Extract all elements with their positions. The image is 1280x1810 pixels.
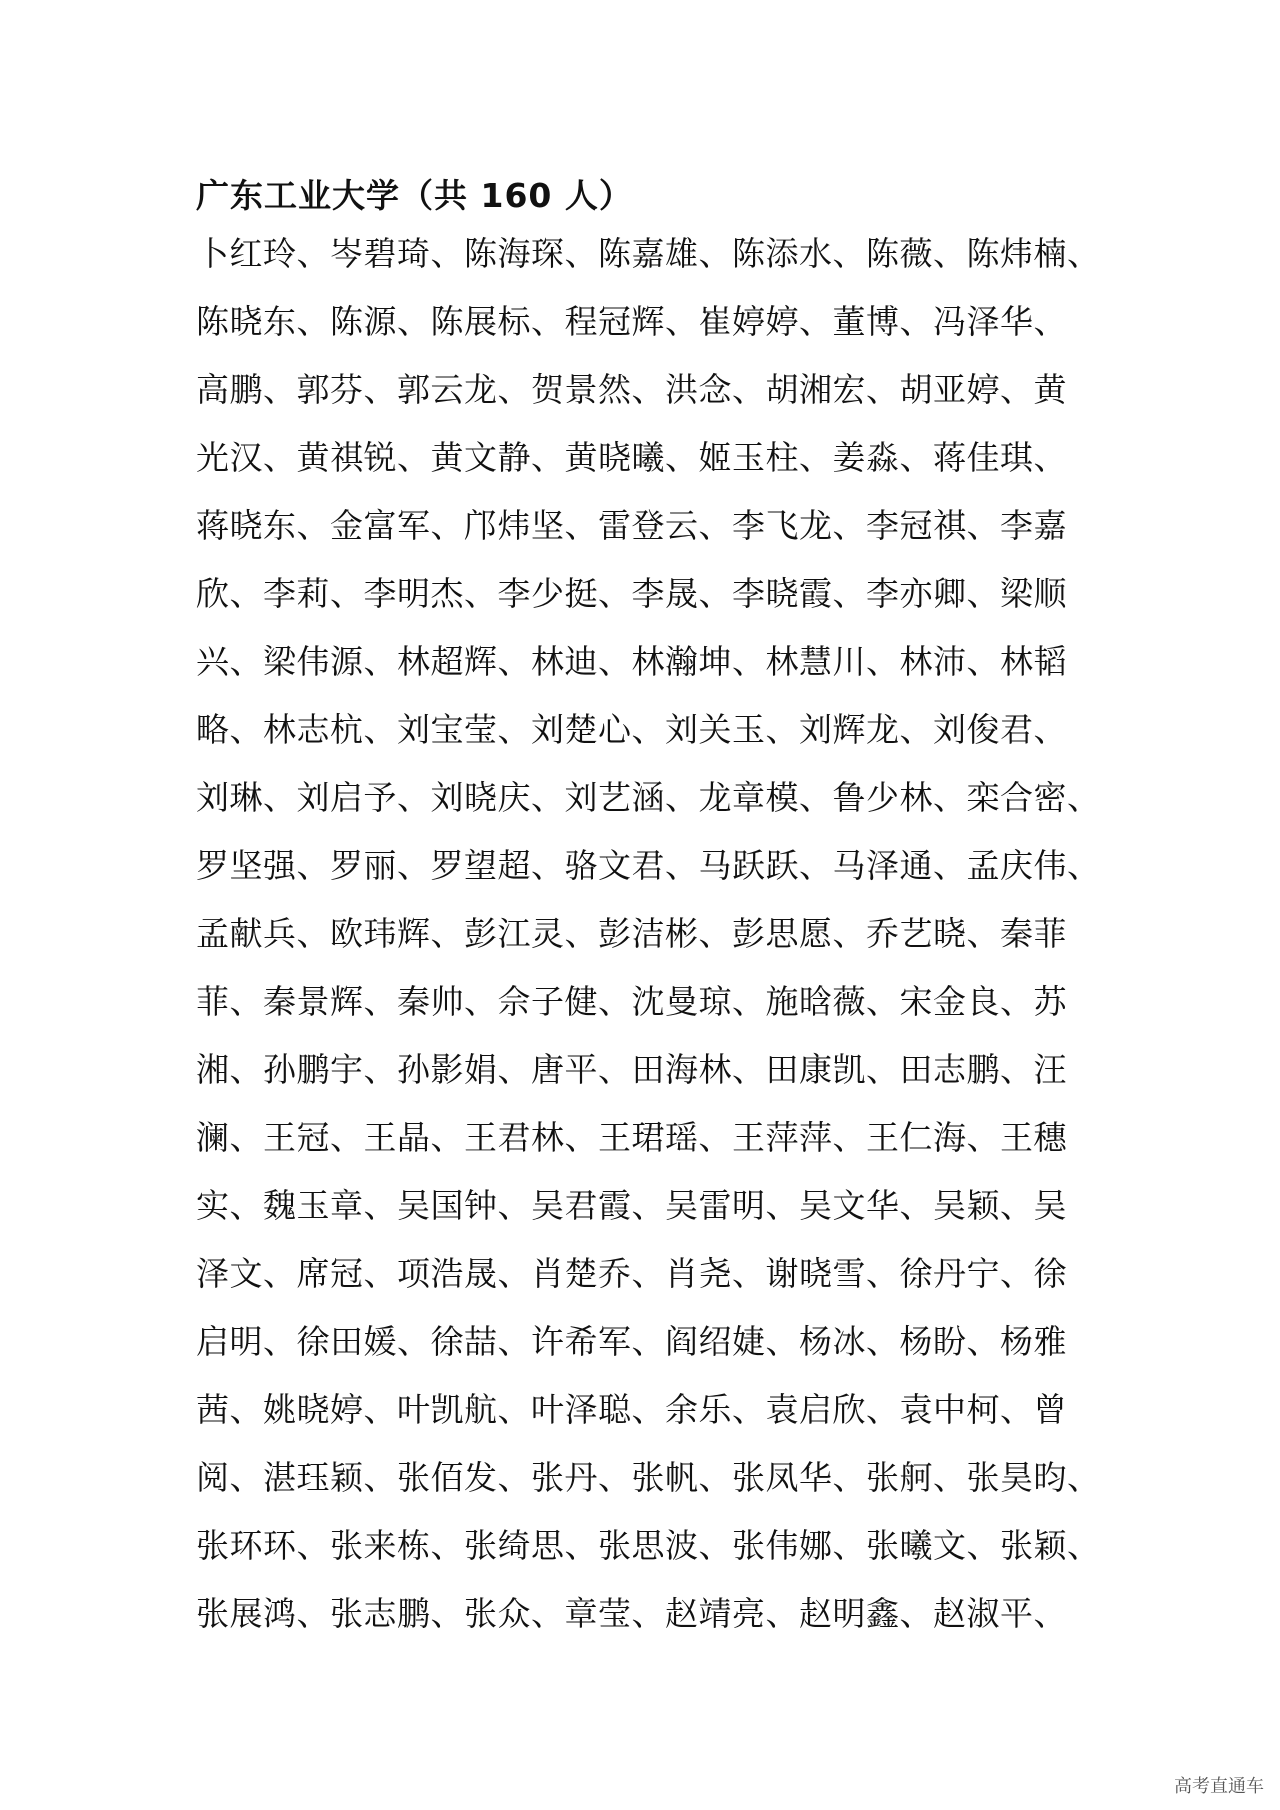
name-line: 略、林志杭、刘宝莹、刘楚心、刘关玉、刘辉龙、刘俊君、: [196, 710, 1067, 749]
name-line: 张展鸿、张志鹏、张众、章莹、赵靖亮、赵明鑫、赵淑平、: [196, 1594, 1067, 1633]
name-line: 阅、湛珏颖、张佰发、张丹、张帆、张凤华、张舸、张昊昀、: [196, 1458, 1101, 1497]
name-line: 澜、王冠、王晶、王君林、王珺瑶、王萍萍、王仁海、王穗: [196, 1118, 1067, 1157]
name-line: 光汉、黄祺锐、黄文静、黄晓曦、姬玉柱、姜淼、蒋佳琪、: [196, 438, 1067, 477]
document-title: 广东工业大学（共 160 人）: [196, 176, 633, 215]
name-line: 孟献兵、欧玮辉、彭江灵、彭洁彬、彭思愿、乔艺晓、秦菲: [196, 914, 1067, 953]
name-line: 湘、孙鹏宇、孙影娟、唐平、田海林、田康凯、田志鹏、汪: [196, 1050, 1067, 1089]
name-line: 菲、秦景辉、秦帅、佘子健、沈曼琼、施晗薇、宋金良、苏: [196, 982, 1067, 1021]
name-line: 陈晓东、陈源、陈展标、程冠辉、崔婷婷、董博、冯泽华、: [196, 302, 1067, 341]
name-line: 高鹏、郭芬、郭云龙、贺景然、洪念、胡湘宏、胡亚婷、黄: [196, 370, 1067, 409]
name-line: 泽文、席冠、项浩晟、肖楚乔、肖尧、谢晓雪、徐丹宁、徐: [196, 1254, 1067, 1293]
name-line: 启明、徐田媛、徐喆、许希军、阎绍婕、杨冰、杨盼、杨雅: [196, 1322, 1067, 1361]
name-list: [196, 220, 1101, 1648]
name-line: 蒋晓东、金富军、邝炜坚、雷登云、李飞龙、李冠祺、李嘉: [196, 506, 1067, 545]
name-line: 张环环、张来栋、张绮思、张思波、张伟娜、张曦文、张颖、: [196, 1526, 1101, 1565]
name-line: 茜、姚晓婷、叶凯航、叶泽聪、余乐、袁启欣、袁中柯、曾: [196, 1390, 1067, 1429]
name-line: 卜红玲、岑碧琦、陈海琛、陈嘉雄、陈添水、陈薇、陈炜楠、: [196, 234, 1101, 273]
name-line: 欣、李莉、李明杰、李少挺、李晟、李晓霞、李亦卿、梁顺: [196, 574, 1067, 613]
name-line: 刘琳、刘启予、刘晓庆、刘艺涵、龙章模、鲁少林、栾合密、: [196, 778, 1101, 817]
name-line: 罗坚强、罗丽、罗望超、骆文君、马跃跃、马泽通、孟庆伟、: [196, 846, 1101, 885]
watermark-text: 高考直通车: [1174, 1776, 1264, 1797]
name-line: 实、魏玉章、吴国钟、吴君霞、吴雷明、吴文华、吴颖、吴: [196, 1186, 1067, 1225]
name-line: 兴、梁伟源、林超辉、林迪、林瀚坤、林慧川、林沛、林韬: [196, 642, 1067, 681]
